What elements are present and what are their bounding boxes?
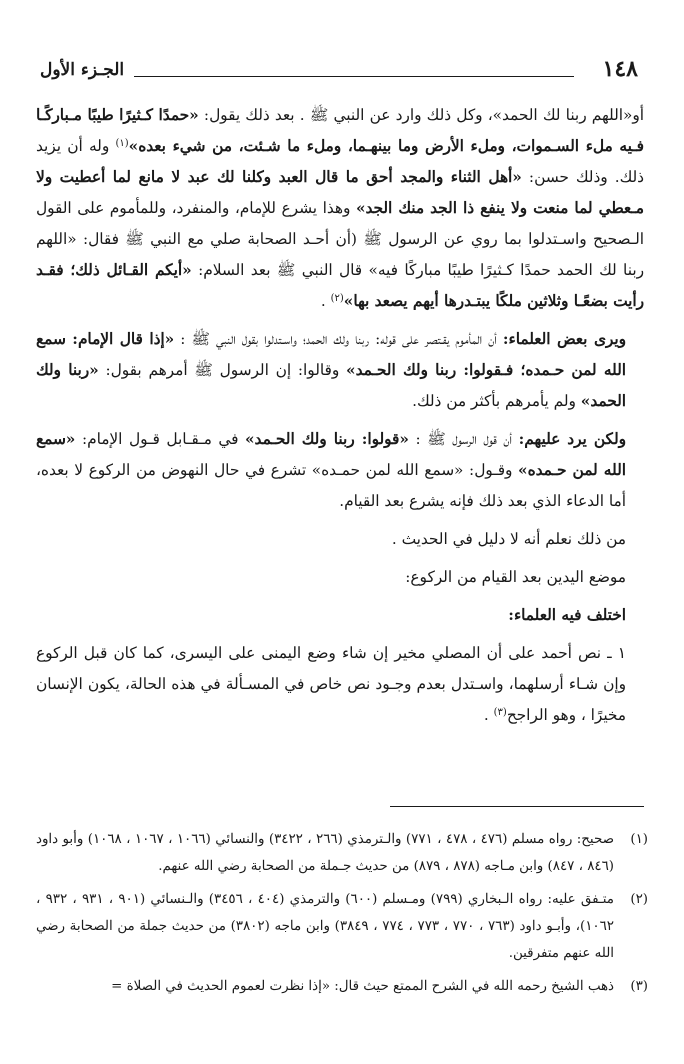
footnote: [36, 973, 648, 1000]
paragraph: [36, 638, 644, 731]
text-run: ولكن يرد عليهم:: [518, 430, 626, 448]
footnote: [36, 886, 648, 967]
text-run: «قولوا: ربنا ولك الحـمد»: [245, 430, 409, 448]
text-run: أو«اللهم ربنا لك الحمد»، وكل ذلك وارد عن النبي ﷺ . بعد ذلك يقول:: [198, 106, 644, 124]
text-run: «أهل الثناء والمجد أحق ما قال العبد وكلنا لك عبد لا مانع لما أعطيت ولا مـعطي لما منعت ولا ينفع ذا الجد منك الجد»: [36, 168, 644, 217]
page-number: ١٤٨: [602, 56, 638, 82]
text-run: .: [483, 706, 494, 724]
footnote-rule: [390, 806, 644, 807]
page-header: [34, 48, 650, 92]
footnote-number: (٢): [630, 892, 648, 907]
paragraph: من ذلك نعلم أنه لا دليل في الحديث .: [391, 530, 626, 548]
text-run: .: [320, 292, 331, 310]
footnote-text: ذهب الشيخ رحمه الله في الشرح الممتع حيث قال: «إذا نظرت لعموم الحديث في الصلاة =: [111, 979, 614, 994]
header-rule: [134, 76, 574, 77]
text-run: «سمع الله لمن حـمده»: [36, 430, 626, 479]
footnote-text: صحيح: رواه مسلم (٤٧٦ ، ٤٧٨ ، ٧٧١) والـترمذي (٢٦٦ ، ٣٤٢٢) والنسائي (١٠٦٦ ، ١٠٦٧ ، ١٠٦٨) وأبو داود (٨٤٦ ، ٨٤٧) وابن مـاجه (٨٧٨ ، ٨٧٩) من حديث جـملة من الصحابة رضي الله عنهم.: [36, 832, 614, 874]
text-run: وهذا يشرع للإمام، والمنفرد، وللمأموم على القول الـصحيح واسـتدلوا بما روي عن الرسول ﷺ (أن أحـد الصحابة صلي مع النبي ﷺ فقال: «اللهم ربنا لك الحمد حمدًا كـثيرًا طيبًا مباركًا فيه» قال النبي ﷺ بعد السلام:: [36, 199, 644, 279]
footnote-text: متـفق عليه: رواه الـبخاري (٧٩٩) ومـسلم (٦٠٠) والترمذي (٤٠٤ ، ٣٤٥٦) والـنسائي (٩٠١ ، ٩٣١ ، ٩٣٢ ، ١٠٦٢)، وأبـو داود (٧٦٣ ، ٧٧٠ ، ٧٧٣ ، ٧٧٤ ، ٣٨٤٩) وابن ماجه (٣٨٠٢) من حديث جملة من الصحابة رضي الله عنهم متفرقين.: [36, 892, 614, 961]
footnote-ref: (٢): [330, 293, 344, 304]
footnote: [36, 826, 648, 880]
footnote-number: (٣): [630, 979, 648, 994]
paragraph: [36, 324, 644, 417]
text-run: «حمدًا كـثيرًا طيبًا مـباركًـا فـيه ملء السـموات، وملء الأرض وما بينهـما، وملء ما شـئت، من شيء بعده»: [36, 106, 644, 155]
text-run: «أيكم القـائل ذلك؛ فقـد رأيت بضعًـا وثلاثين ملكًا يبتـدرها أيهم يصعد بها»: [36, 261, 644, 310]
text-run: وله أن يزيد ذلك. وذلك حسن:: [36, 137, 644, 186]
text-run: وقـول: «سمع الله لمن حمـده» تشرع في حال النهوض من الركوع لا بعده، أما الدعاء الذي بعد ذلك فإنه يشرع بعد القيام.: [36, 461, 626, 510]
text-run: أن قول الرسول ﷺ :: [408, 430, 519, 448]
footnote-ref: (١): [115, 138, 129, 149]
text-run: «إذا قال الإمام: سمع الله لمن حـمده؛ فـقولوا: ربنا ولك الحـمد»: [36, 330, 627, 379]
text-run: أن المأموم يقـتصر على قوله: ربنا ولك الحمد؛ واسـتدلوا بقول النبي ﷺ :: [174, 330, 503, 348]
text-run: «ربنا ولك الحمد»: [36, 361, 626, 410]
text-run: ١ ـ نص أحمد على أن المصلي مخير إن شاء وضع اليمنى على اليسرى، كما كان قبل الركوع وإن شـاء أرسلهما، واسـتدل بعدم وجـود نص خاص في المسـألة في هذه الحالة، يكون الإنسان مخيرًا ، وهو الراجح: [36, 644, 626, 724]
text-run: في مـقـابل قـول الإمام:: [75, 430, 245, 448]
text-run: ويرى بعض العلماء:: [502, 330, 627, 348]
running-title: الجـزء الأول: [40, 60, 125, 80]
footnotes: [36, 826, 648, 1006]
text-run: وقالوا: إن الرسول ﷺ أمرهم بقول:: [98, 361, 347, 379]
paragraph: [36, 100, 644, 317]
text-run: ولم يأمرهم بأكثر من ذلك.: [412, 392, 581, 410]
main-text: [36, 100, 644, 731]
paragraph: [36, 424, 644, 517]
footnote-ref: (٣): [493, 707, 507, 718]
footnote-number: (١): [630, 832, 648, 847]
section-heading: موضع اليدين بعد القيام من الركوع:: [405, 568, 626, 586]
subheading: اختلف فيه العلماء:: [508, 606, 626, 624]
